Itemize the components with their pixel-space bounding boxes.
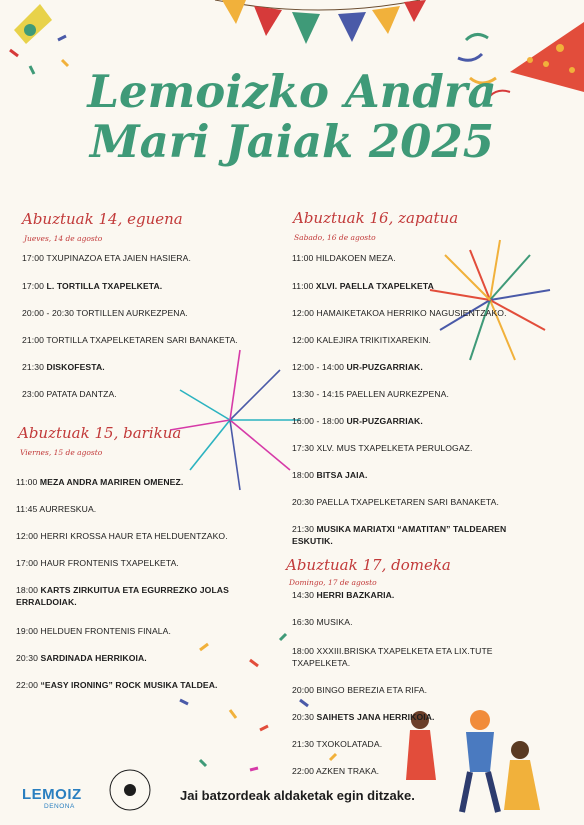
lemoiz-logo-sub: DENONA xyxy=(44,803,75,810)
event-row xyxy=(22,252,191,264)
event-time: 12:00 - 14:00 xyxy=(292,362,344,372)
event-time: 22:00 xyxy=(16,680,39,690)
event-time: 21:00 xyxy=(22,335,45,345)
event-highlight: “EASY IRONING” ROCK MUSIKA TALDEA. xyxy=(40,680,218,690)
event-row xyxy=(292,361,423,373)
event-highlight: BITSA JAIA. xyxy=(316,470,368,480)
event-time: 17:30 xyxy=(292,443,315,453)
event-time: 16:00 - 18:00 xyxy=(292,416,344,426)
event-row xyxy=(292,711,435,723)
footer-note: Jai batzordeak aldaketak egin ditzake. xyxy=(180,788,415,803)
event-time: 19:00 xyxy=(16,626,39,636)
event-time: 12:00 xyxy=(292,308,315,318)
event-text: XLV. MUS TXAPELKETA PERULOGAZ. xyxy=(316,443,473,453)
event-time: 11:00 xyxy=(292,281,314,291)
event-row xyxy=(16,679,218,691)
event-row xyxy=(292,252,396,264)
event-row xyxy=(16,625,171,637)
event-text: HAMAIKETAKOA HERRIKO NAGUSIENTZAKO. xyxy=(316,308,507,318)
event-row xyxy=(16,503,96,515)
event-row xyxy=(292,645,493,669)
event-time: 21:30 xyxy=(22,362,45,372)
event-text: TXOKOLATADA. xyxy=(316,739,383,749)
event-highlight: UR-PUZGARRIAK. xyxy=(346,362,423,372)
event-highlight: SAIHETS JANA HERRIKOIA. xyxy=(316,712,435,722)
event-text-cont: TXAPELKETA. xyxy=(292,658,351,668)
event-highlight-cont: ESKUTIK. xyxy=(292,536,333,546)
event-highlight: KARTS ZIRKUITUA ETA EGURREZKO JOLAS xyxy=(40,585,229,595)
event-time: 12:00 xyxy=(292,335,315,345)
event-text: HAUR FRONTENIS TXAPELKETA. xyxy=(40,558,179,568)
day-subheading: Sabado, 16 de agosto xyxy=(294,233,376,242)
event-text: TXUPINAZOA ETA JAIEN HASIERA. xyxy=(46,253,191,263)
event-time: 18:00 xyxy=(292,470,315,480)
event-row xyxy=(16,557,179,569)
event-time: 20:30 xyxy=(292,497,315,507)
event-time: 23:00 xyxy=(22,389,45,399)
event-row xyxy=(292,765,379,777)
event-text: XXXIII.BRISKA TXAPELKETA ETA LIX.TUTE xyxy=(316,646,493,656)
event-time: 17:00 xyxy=(22,281,45,291)
event-time: 18:00 xyxy=(292,646,315,656)
event-time: 13:30 - 14:15 xyxy=(292,389,344,399)
event-time: 20:30 xyxy=(292,712,315,722)
day-heading: Abuztuak 16, zapatua xyxy=(293,209,459,227)
event-row xyxy=(292,738,382,750)
event-row xyxy=(16,476,183,488)
event-time: 12:00 xyxy=(16,531,39,541)
event-text: HILDAKOEN MEZA. xyxy=(315,253,396,263)
event-row xyxy=(22,334,238,346)
event-row xyxy=(292,589,394,601)
event-text: KALEJIRA TRIKITIXAREKIN. xyxy=(316,335,431,345)
event-time: 14:30 xyxy=(292,590,315,600)
event-text: AURRESKUA. xyxy=(39,504,97,514)
event-row xyxy=(292,307,507,319)
day-heading: Abuztuak 14, eguena xyxy=(22,210,183,228)
event-row xyxy=(16,584,229,608)
day-subheading: Jueves, 14 de agosto xyxy=(24,234,103,243)
event-highlight: MUSIKA MARIATXI “AMATITAN” TALDEAREN xyxy=(316,524,507,534)
event-row xyxy=(292,280,434,292)
event-time: 20:00 xyxy=(292,685,315,695)
event-row xyxy=(292,415,423,427)
event-highlight: DISKOFESTA. xyxy=(46,362,105,372)
event-text: TORTILLA TXAPELKETAREN SARI BANAKETA. xyxy=(46,335,238,345)
event-time: 17:00 xyxy=(22,253,45,263)
event-row xyxy=(292,469,367,481)
day-heading: Abuztuak 17, domeka xyxy=(286,556,451,574)
event-row xyxy=(292,334,431,346)
event-row xyxy=(292,442,473,454)
event-row xyxy=(292,388,449,400)
event-highlight: L. TORTILLA TXAPELKETA. xyxy=(46,281,163,291)
day-subheading: Domingo, 17 de agosto xyxy=(289,578,377,587)
event-time: 18:00 xyxy=(16,585,39,595)
event-row xyxy=(22,361,105,373)
event-text: HELDUEN FRONTENIS FINALA. xyxy=(40,626,171,636)
event-row xyxy=(292,616,353,628)
event-time: 22:00 xyxy=(292,766,315,776)
event-text: HERRI KROSSA HAUR ETA HELDUENTZAKO. xyxy=(40,531,228,541)
event-time: 20:30 xyxy=(16,653,39,663)
event-highlight: XLVI. PAELLA TXAPELKETA xyxy=(315,281,434,291)
day-subheading: Viernes, 15 de agosto xyxy=(20,448,103,457)
event-text: MUSIKA. xyxy=(316,617,353,627)
event-row xyxy=(22,280,162,292)
event-time: 16:30 xyxy=(292,617,315,627)
page-title-line2: Mari Jaiak 2025 xyxy=(89,115,495,168)
event-highlight: HERRI BAZKARIA. xyxy=(316,590,395,600)
event-highlight: UR-PUZGARRIAK. xyxy=(346,416,423,426)
event-time: 11:00 xyxy=(292,253,314,263)
event-text: BINGO BEREZIA ETA RIFA. xyxy=(316,685,428,695)
lemoiz-logo: LEMOIZ xyxy=(22,786,82,803)
event-row xyxy=(22,307,188,319)
event-time: 11:00 xyxy=(16,477,38,487)
event-row xyxy=(292,684,427,696)
event-text: PATATA DANTZA. xyxy=(46,389,117,399)
event-time: 21:30 xyxy=(292,739,315,749)
page-title-line1: Lemoizko Andra xyxy=(87,65,497,118)
event-time: 17:00 xyxy=(16,558,39,568)
event-time: 21:30 xyxy=(292,524,315,534)
event-time: 11:45 xyxy=(16,504,38,514)
event-text: AZKEN TRAKA. xyxy=(316,766,380,776)
event-text: PAELLA TXAPELKETAREN SARI BANAKETA. xyxy=(316,497,499,507)
event-highlight: SARDINADA HERRIKOIA. xyxy=(40,653,147,663)
event-text: TORTILLEN AURKEZPENA. xyxy=(76,308,188,318)
event-row xyxy=(292,496,499,508)
day-heading: Abuztuak 15, barikua xyxy=(18,424,182,442)
event-row xyxy=(16,652,147,664)
event-row xyxy=(22,388,117,400)
event-highlight: MEZA ANDRA MARIREN OMENEZ. xyxy=(39,477,184,487)
event-text: PAELLEN AURKEZPENA. xyxy=(346,389,449,399)
event-row xyxy=(16,530,228,542)
event-highlight-cont: ERRALDOIAK. xyxy=(16,597,77,607)
event-row xyxy=(292,523,506,547)
event-time: 20:00 - 20:30 xyxy=(22,308,74,318)
